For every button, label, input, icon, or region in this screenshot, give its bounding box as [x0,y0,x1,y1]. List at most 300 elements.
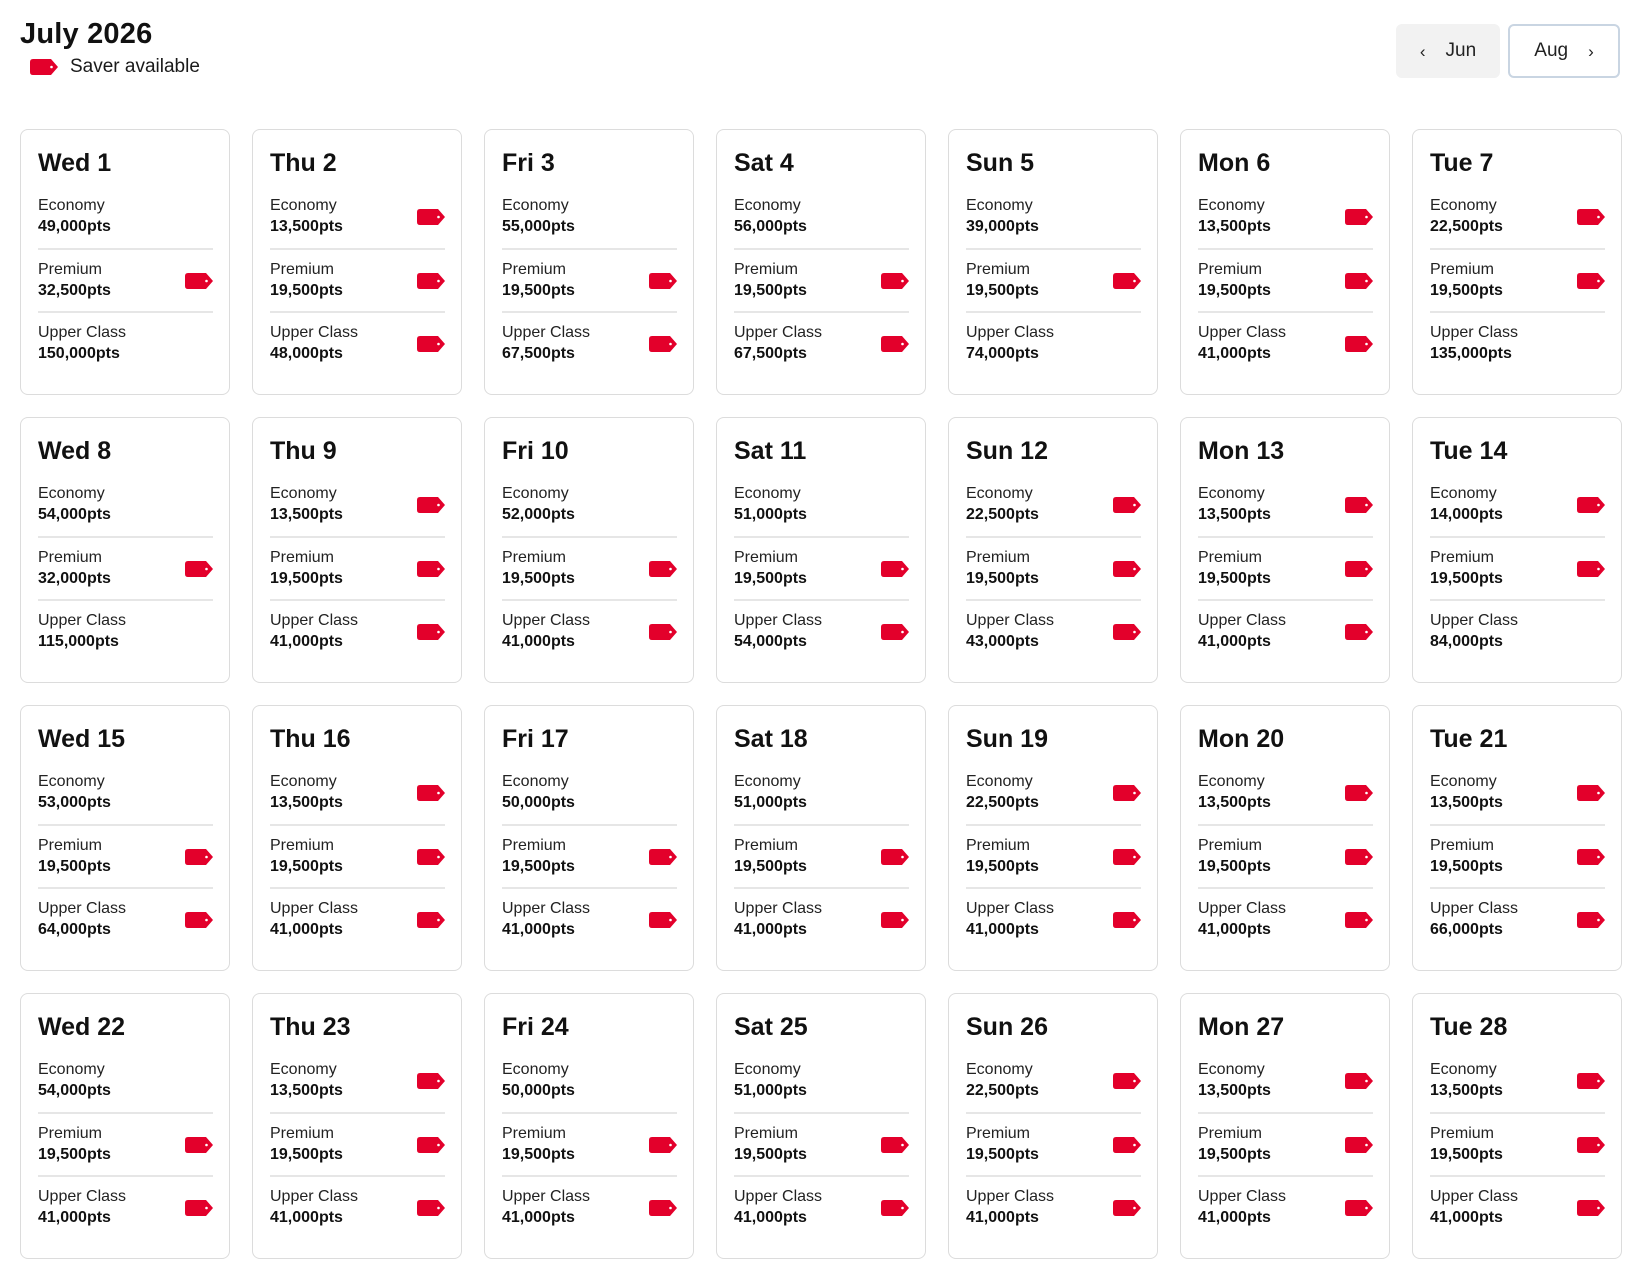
day-label: Sat 4 [734,149,794,177]
fare-row[interactable] [38,887,213,950]
fare-row[interactable] [38,761,213,824]
points-value: 13,500pts [1430,1082,1503,1099]
points-value: 54,000pts [38,1082,111,1099]
points-value: 19,500pts [38,858,111,875]
saver-tag-icon [1113,849,1141,865]
fare-row[interactable] [966,761,1141,824]
saver-tag-icon [649,1200,677,1216]
saver-tag-icon [1113,273,1141,289]
cabin-label: Upper Class [1198,612,1287,629]
fare-row[interactable] [270,824,445,887]
cabin-label: Premium [502,1125,567,1142]
saver-tag-icon [881,1137,909,1153]
fare-row[interactable] [1430,887,1605,950]
points-value: 19,500pts [966,570,1039,587]
day-card[interactable] [1412,705,1622,971]
fare-row[interactable] [502,1112,677,1175]
fare-info [502,1187,590,1228]
fare-row[interactable] [1198,185,1373,248]
points-value: 74,000pts [966,345,1039,362]
saver-tag-icon [417,209,445,225]
saver-tag-icon [1345,785,1373,801]
saver-tag-icon [1113,1137,1141,1153]
points-value: 48,000pts [270,345,343,362]
fare-info [734,323,822,364]
prev-month-button[interactable] [1396,24,1500,78]
fare-info [38,548,111,589]
points-value: 13,500pts [1430,794,1503,811]
day-card[interactable] [1412,417,1622,683]
fare-row[interactable] [734,311,909,374]
fare-row[interactable] [502,761,677,824]
saver-tag-icon [881,336,909,352]
fare-info [1430,899,1518,940]
fare-row[interactable] [734,248,909,311]
fare-row[interactable] [502,473,677,536]
cabin-label: Premium [38,1125,103,1142]
fare-info [1198,1060,1271,1101]
fare-info [734,611,822,652]
fare-info [270,196,343,237]
points-value: 14,000pts [1430,506,1503,523]
fare-row[interactable] [734,1049,909,1112]
fare-row[interactable] [270,1112,445,1175]
fare-row[interactable] [1198,761,1373,824]
points-value: 49,000pts [38,218,111,235]
points-value: 41,000pts [1198,1209,1271,1226]
points-value: 32,000pts [38,570,111,587]
cabin-label: Upper Class [734,1188,823,1205]
day-card[interactable] [1180,129,1390,395]
fare-row[interactable] [502,1049,677,1112]
day-card[interactable] [484,417,694,683]
cabin-label: Premium [966,1125,1031,1142]
fare-row[interactable] [1430,761,1605,824]
points-value: 41,000pts [1198,921,1271,938]
fare-info [734,1124,807,1165]
fare-row[interactable] [502,1175,677,1238]
fare-row[interactable] [270,1049,445,1112]
cabin-label: Upper Class [270,612,359,629]
fare-row[interactable] [502,248,677,311]
saver-tag-icon [1577,785,1605,801]
cabin-label: Premium [502,837,567,854]
saver-tag-icon [1345,1200,1373,1216]
fare-row[interactable] [734,1112,909,1175]
fare-row[interactable] [38,473,213,536]
saver-tag-icon [417,497,445,513]
saver-tag-icon [1577,912,1605,928]
fare-row[interactable] [966,1049,1141,1112]
points-value: 41,000pts [502,1209,575,1226]
cabin-label: Premium [966,837,1031,854]
cabin-label: Premium [734,1125,799,1142]
fare-row[interactable] [734,473,909,536]
fare-row[interactable] [38,1112,213,1175]
day-card[interactable] [20,129,230,395]
day-card[interactable] [252,417,462,683]
points-value: 54,000pts [734,633,807,650]
fare-row[interactable] [270,473,445,536]
saver-tag-icon [185,273,213,289]
points-value: 64,000pts [38,921,111,938]
cabin-label: Economy [270,773,337,790]
fare-row[interactable] [966,473,1141,536]
day-label: Fri 17 [502,725,569,753]
cabin-label: Economy [1430,485,1497,502]
points-value: 51,000pts [734,1082,807,1099]
next-month-button[interactable] [1508,24,1620,78]
day-card[interactable] [1180,705,1390,971]
day-card[interactable] [20,417,230,683]
saver-tag-icon [1113,785,1141,801]
day-label: Sat 18 [734,725,808,753]
fare-row[interactable] [38,599,213,662]
fare-info [966,899,1054,940]
day-card[interactable] [716,705,926,971]
fare-info [1198,323,1286,364]
fare-info [1198,196,1271,237]
fare-row[interactable] [734,1175,909,1238]
saver-tag-icon [1577,561,1605,577]
saver-tag-icon [1345,1137,1373,1153]
points-value: 41,000pts [270,633,343,650]
fare-row[interactable] [1198,824,1373,887]
fare-info [1430,196,1503,237]
cabin-label: Premium [270,261,335,278]
cabin-label: Premium [734,261,799,278]
points-value: 41,000pts [502,921,575,938]
fare-info [38,836,111,877]
day-label: Fri 10 [502,437,569,465]
fare-info [1198,1187,1286,1228]
cabin-label: Premium [1430,1125,1495,1142]
day-label: Tue 14 [1430,437,1508,465]
fare-row[interactable] [502,185,677,248]
points-value: 19,500pts [270,570,343,587]
day-card[interactable] [948,993,1158,1259]
cabin-label: Upper Class [38,324,127,341]
fare-row[interactable] [270,185,445,248]
fare-row[interactable] [734,536,909,599]
cabin-label: Upper Class [1198,1188,1287,1205]
fare-row[interactable] [1198,248,1373,311]
cabin-label: Upper Class [966,900,1055,917]
saver-tag-icon [417,1137,445,1153]
points-value: 19,500pts [270,282,343,299]
fare-row[interactable] [502,311,677,374]
fare-row[interactable] [966,1112,1141,1175]
fare-info [270,323,358,364]
fare-row[interactable] [1198,1049,1373,1112]
points-value: 19,500pts [734,570,807,587]
fare-row[interactable] [1430,536,1605,599]
cabin-label: Upper Class [734,324,823,341]
points-value: 150,000pts [38,345,120,362]
points-value: 13,500pts [1198,218,1271,235]
saver-tag-icon [1345,561,1373,577]
cabin-label: Premium [502,549,567,566]
day-label: Wed 1 [38,149,112,177]
fare-row[interactable] [1198,1112,1373,1175]
fare-info [1430,1187,1518,1228]
saver-tag-icon [881,624,909,640]
cabin-label: Upper Class [734,612,823,629]
saver-tag-icon [417,336,445,352]
fare-row[interactable] [38,1049,213,1112]
fare-row[interactable] [966,1175,1141,1238]
saver-tag-icon [1577,497,1605,513]
points-value: 19,500pts [734,858,807,875]
fare-row[interactable] [966,311,1141,374]
cabin-label: Economy [38,773,105,790]
points-value: 41,000pts [38,1209,111,1226]
day-label: Wed 8 [38,437,112,465]
saver-tag-icon [1113,1073,1141,1089]
day-card[interactable] [1412,129,1622,395]
fare-row[interactable] [38,536,213,599]
month-title: July 2026 [20,18,153,50]
fare-info [38,1124,111,1165]
day-card[interactable] [716,417,926,683]
fare-info [1198,611,1286,652]
fare-info [734,899,822,940]
fare-row[interactable] [1198,311,1373,374]
saver-tag-icon [649,849,677,865]
fare-row[interactable] [38,824,213,887]
saver-tag-icon [185,1137,213,1153]
fare-row[interactable] [270,536,445,599]
cabin-label: Economy [502,1061,569,1078]
fare-info [38,260,111,301]
fare-row[interactable] [38,185,213,248]
saver-tag-icon [1577,273,1605,289]
day-card[interactable] [252,705,462,971]
fare-row[interactable] [270,1175,445,1238]
day-card[interactable] [252,129,462,395]
fare-info [270,1187,358,1228]
points-value: 41,000pts [966,1209,1039,1226]
calendar-grid [20,129,1622,1259]
fare-row[interactable] [966,887,1141,950]
cabin-label: Upper Class [1430,612,1519,629]
day-card[interactable] [948,129,1158,395]
fare-row[interactable] [734,599,909,662]
fare-row[interactable] [502,599,677,662]
fare-row[interactable] [270,311,445,374]
points-value: 55,000pts [502,218,575,235]
cabin-label: Economy [270,1061,337,1078]
day-card[interactable] [716,993,926,1259]
cabin-label: Economy [502,485,569,502]
fare-row[interactable] [1430,1175,1605,1238]
day-card[interactable] [20,705,230,971]
fare-info [734,772,807,813]
day-card[interactable] [20,993,230,1259]
fare-info [270,772,343,813]
fare-row[interactable] [270,761,445,824]
day-label: Sun 19 [966,725,1048,753]
cabin-label: Economy [966,485,1033,502]
cabin-label: Economy [1198,773,1265,790]
saver-tag-icon [185,849,213,865]
fare-row[interactable] [734,761,909,824]
saver-tag-icon [1113,561,1141,577]
points-value: 51,000pts [734,794,807,811]
fare-info [1198,484,1271,525]
fare-info [502,899,590,940]
fare-row[interactable] [1198,473,1373,536]
fare-info [1430,611,1518,652]
fare-row[interactable] [734,824,909,887]
day-card[interactable] [1412,993,1622,1259]
fare-row[interactable] [270,887,445,950]
points-value: 19,500pts [502,282,575,299]
saver-tag-icon [1577,1200,1605,1216]
points-value: 19,500pts [38,1146,111,1163]
fare-info [502,548,575,589]
day-label: Tue 7 [1430,149,1494,177]
fare-info [1198,1124,1271,1165]
points-value: 53,000pts [38,794,111,811]
fare-row[interactable] [1430,1049,1605,1112]
cabin-label: Premium [38,837,103,854]
day-label: Mon 6 [1198,149,1271,177]
fare-row[interactable] [734,185,909,248]
day-card[interactable] [948,705,1158,971]
points-value: 13,500pts [270,794,343,811]
cabin-label: Premium [1430,261,1495,278]
fare-info [966,260,1039,301]
fare-row[interactable] [966,248,1141,311]
fare-row[interactable] [38,1175,213,1238]
fare-row[interactable] [966,824,1141,887]
day-card[interactable] [252,993,462,1259]
fare-row[interactable] [966,185,1141,248]
fare-row[interactable] [966,536,1141,599]
day-card[interactable] [716,129,926,395]
fare-row[interactable] [1430,1112,1605,1175]
points-value: 41,000pts [502,633,575,650]
day-label: Tue 28 [1430,1013,1508,1041]
cabin-label: Premium [1198,549,1263,566]
cabin-label: Economy [734,773,801,790]
points-value: 50,000pts [502,794,575,811]
fare-row[interactable] [1430,824,1605,887]
saver-tag-icon [1345,912,1373,928]
fare-row[interactable] [1198,887,1373,950]
day-label: Thu 16 [270,725,351,753]
saver-tag-icon [1113,497,1141,513]
cabin-label: Economy [38,1061,105,1078]
points-value: 41,000pts [734,921,807,938]
saver-tag-icon [1113,624,1141,640]
saver-tag-icon [1577,1137,1605,1153]
points-value: 19,500pts [1430,1146,1503,1163]
saver-tag-icon [417,561,445,577]
cabin-label: Upper Class [502,900,591,917]
points-value: 50,000pts [502,1082,575,1099]
fare-row[interactable] [734,887,909,950]
points-value: 52,000pts [502,506,575,523]
fare-row[interactable] [270,599,445,662]
fare-info [38,772,111,813]
points-value: 41,000pts [270,921,343,938]
fare-info [502,836,575,877]
month-navigation [1396,24,1620,78]
points-value: 39,000pts [966,218,1039,235]
points-value: 13,500pts [270,506,343,523]
fare-row[interactable] [502,887,677,950]
points-value: 67,500pts [502,345,575,362]
day-label: Thu 2 [270,149,337,177]
saver-tag-icon [417,273,445,289]
fare-row[interactable] [38,248,213,311]
day-card[interactable] [1180,993,1390,1259]
fare-info [1430,260,1503,301]
day-card[interactable] [484,993,694,1259]
points-value: 32,500pts [38,282,111,299]
points-value: 43,000pts [966,633,1039,650]
fare-info [1198,548,1271,589]
fare-row[interactable] [1198,1175,1373,1238]
fare-info [734,1060,807,1101]
fare-row[interactable] [38,311,213,374]
fare-row[interactable] [502,536,677,599]
day-label: Thu 23 [270,1013,351,1041]
fare-row[interactable] [1430,311,1605,374]
cabin-label: Upper Class [966,324,1055,341]
prev-month-label: Jun [1445,40,1477,61]
fare-info [502,323,590,364]
cabin-label: Premium [1430,837,1495,854]
fare-row[interactable] [1430,185,1605,248]
day-card[interactable] [484,705,694,971]
cabin-label: Economy [966,197,1033,214]
fare-row[interactable] [502,824,677,887]
cabin-label: Upper Class [38,900,127,917]
day-label: Sun 12 [966,437,1048,465]
points-value: 19,500pts [270,858,343,875]
fare-info [966,772,1039,813]
fare-row[interactable] [1430,473,1605,536]
points-value: 13,500pts [1198,1082,1271,1099]
points-value: 84,000pts [1430,633,1503,650]
fare-info [734,548,807,589]
points-value: 19,500pts [734,1146,807,1163]
fare-row[interactable] [1430,599,1605,662]
fare-row[interactable] [1198,536,1373,599]
saver-tag-icon [1345,624,1373,640]
fare-row[interactable] [1198,599,1373,662]
saver-tag-icon [649,273,677,289]
saver-tag-icon [417,785,445,801]
day-card[interactable] [948,417,1158,683]
points-value: 51,000pts [734,506,807,523]
fare-row[interactable] [270,248,445,311]
day-card[interactable] [1180,417,1390,683]
cabin-label: Upper Class [966,1188,1055,1205]
saver-tag-icon [1345,273,1373,289]
fare-row[interactable] [966,599,1141,662]
fare-row[interactable] [1430,248,1605,311]
points-value: 67,500pts [734,345,807,362]
points-value: 41,000pts [270,1209,343,1226]
points-value: 19,500pts [502,1146,575,1163]
day-card[interactable] [484,129,694,395]
saver-tag-icon [1113,912,1141,928]
cabin-label: Economy [38,485,105,502]
